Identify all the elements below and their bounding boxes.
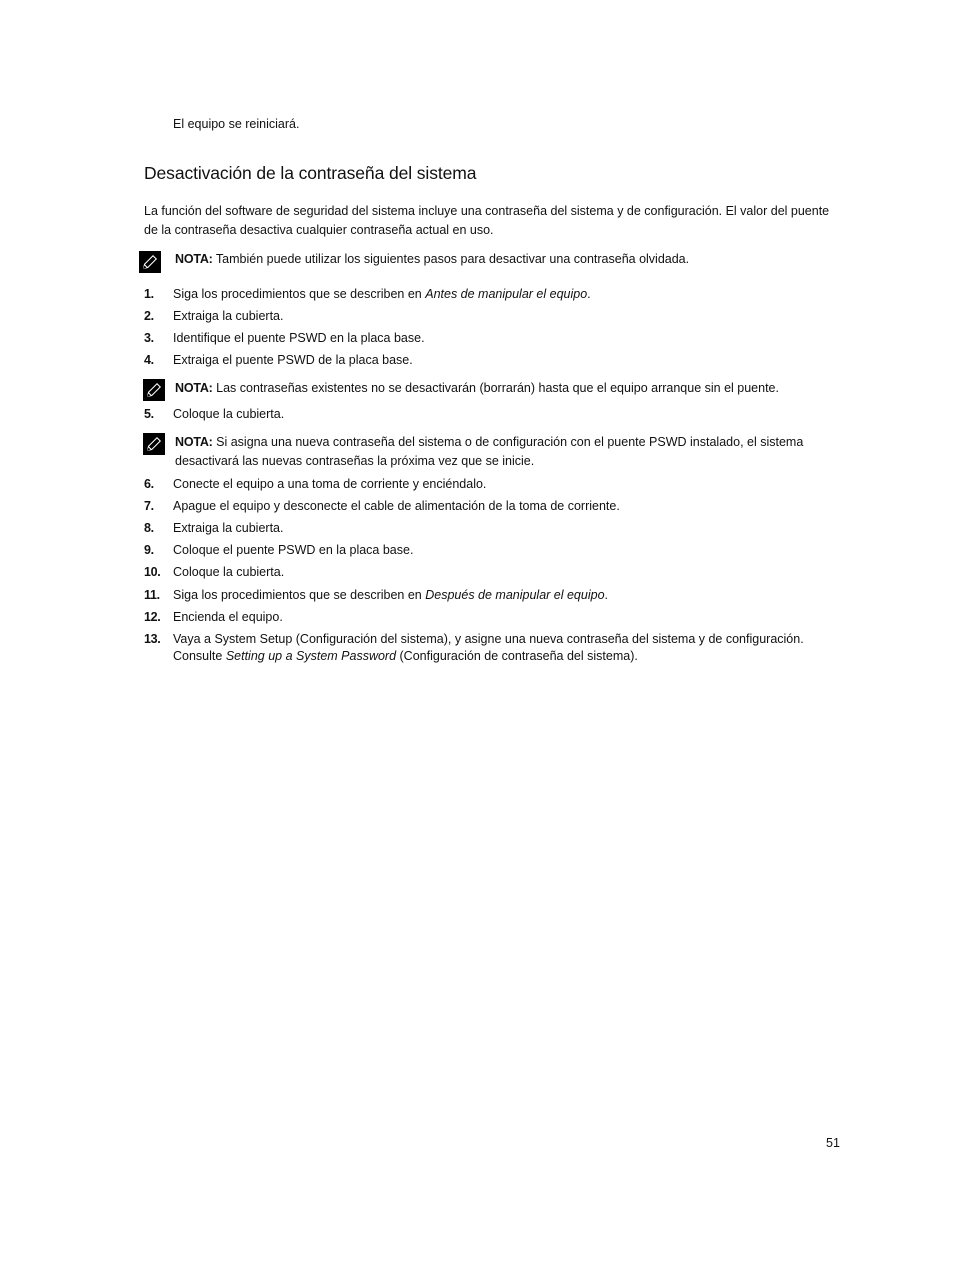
step-number: 6. (144, 477, 154, 491)
doc-reference-link[interactable]: Antes de manipular el equipo (425, 287, 588, 301)
step-number: 9. (144, 543, 154, 557)
step-text: Vaya a System Setup (Configuración del sistema), y asigne una nueva contraseña del sistema y de configuración. Consulte Setting up a System Password (Configuración de contraseña del sistema). (173, 632, 804, 663)
pencil-note-icon (139, 251, 161, 273)
step-number: 11. (144, 588, 160, 602)
note-label: NOTA: (175, 252, 213, 266)
step-text: Siga los procedimientos que se describen en Antes de manipular el equipo. (173, 287, 591, 301)
step-number: 3. (144, 331, 154, 345)
step-number: 13. (144, 632, 161, 646)
page-number: 51 (826, 1136, 840, 1150)
step-text: Coloque el puente PSWD en la placa base. (173, 543, 414, 557)
step-text: Extraiga la cubierta. (173, 309, 284, 323)
doc-reference-link[interactable]: Después de manipular el equipo (425, 588, 605, 602)
note-1 (175, 250, 840, 269)
step-text: Conecte el equipo a una toma de corriente y enciéndalo. (173, 477, 487, 491)
note-label: NOTA: (175, 435, 213, 449)
step-text: Coloque la cubierta. (173, 565, 285, 579)
step-number: 2. (144, 309, 154, 323)
doc-reference-link[interactable]: Setting up a System Password (225, 649, 397, 663)
step-text: Apague el equipo y desconecte el cable de alimentación de la toma de corriente. (173, 499, 620, 513)
step-text: Identifique el puente PSWD en la placa base. (173, 331, 425, 345)
section-paragraph: La función del software de seguridad del sistema incluye una contraseña del sistema y de configuración. El valor del puente de la contraseña desactiva cualquier contraseña actual en uso. (144, 204, 830, 237)
intro-line: El equipo se reiniciará. (173, 117, 300, 131)
note-text: Si asigna una nueva contraseña del sistema o de configuración con el puente PSWD instalado, el sistema desactivará las nuevas contraseñas la próxima vez que se inicie. (175, 435, 804, 468)
step-number: 12. (144, 610, 161, 624)
step-number: 8. (144, 521, 154, 535)
step-text: Extraiga el puente PSWD de la placa base. (173, 353, 413, 367)
note-text: También puede utilizar los siguientes pasos para desactivar una contraseña olvidada. (212, 252, 690, 266)
step-number: 10. (144, 565, 161, 579)
step-text: Siga los procedimientos que se describen en Después de manipular el equipo. (173, 588, 609, 602)
pencil-note-icon (143, 379, 165, 401)
note-label: NOTA: (175, 381, 213, 395)
section-heading: Desactivación de la contraseña del sistema (144, 163, 477, 183)
note-text: Las contraseñas existentes no se desactivarán (borrarán) hasta que el equipo arranque sin el puente. (212, 381, 779, 395)
step-text: Extraiga la cubierta. (173, 521, 284, 535)
note-2 (175, 379, 840, 398)
step-number: 5. (144, 407, 154, 421)
step-number: 1. (144, 287, 154, 301)
step-text: Encienda el equipo. (173, 610, 283, 624)
note-3 (175, 433, 840, 471)
step-number: 7. (144, 499, 154, 513)
pencil-note-icon (143, 433, 165, 455)
step-number: 4. (144, 353, 154, 367)
step-text: Coloque la cubierta. (173, 407, 285, 421)
